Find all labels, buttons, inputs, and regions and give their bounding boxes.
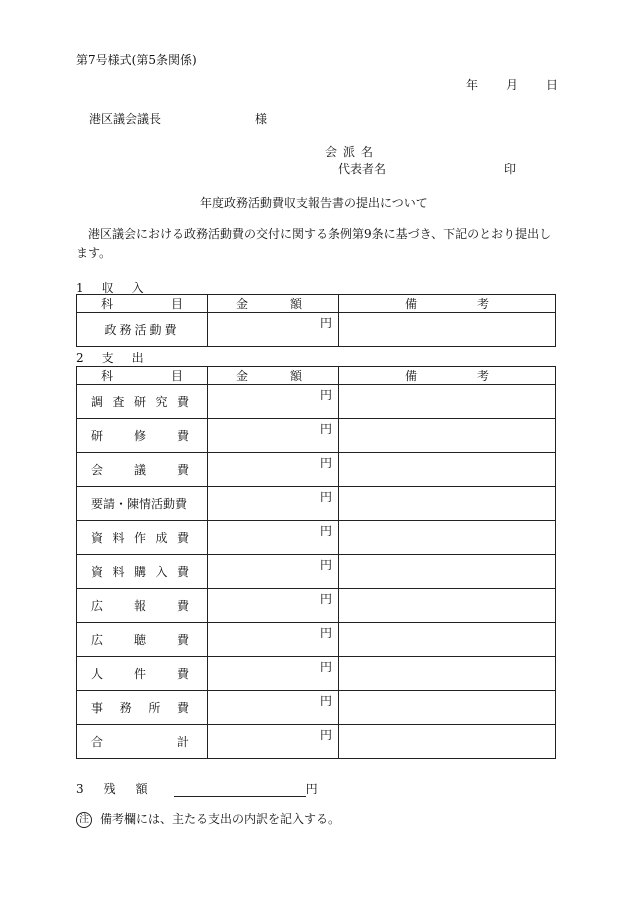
- representative-label: 代表者名: [338, 162, 387, 176]
- expense-subject: 合 計: [77, 725, 208, 759]
- table-row: [77, 313, 556, 347]
- faction-char: 会: [325, 145, 338, 159]
- section-expense-heading: [76, 349, 162, 366]
- expense-remarks[interactable]: [339, 555, 556, 589]
- expense-subject: 資 料 作 成 費: [77, 521, 208, 555]
- table-header-row: [77, 295, 556, 313]
- table-row: [77, 521, 556, 555]
- expense-subject: 要請・陳情活動費: [77, 487, 208, 521]
- section-number: 3: [76, 782, 84, 796]
- yen-mark: 円: [319, 592, 332, 606]
- table-row: [77, 419, 556, 453]
- expense-subject: 資 料 購 入 費: [77, 555, 208, 589]
- faction-char: 派: [343, 145, 356, 159]
- income-remarks[interactable]: [339, 313, 556, 347]
- expense-amount[interactable]: [208, 725, 339, 759]
- expense-subject: 調 査 研 究 費: [77, 385, 208, 419]
- expense-amount[interactable]: [208, 555, 339, 589]
- section-number: 2: [76, 351, 84, 365]
- header-subject: 科 目: [77, 367, 208, 385]
- yen-mark: 円: [319, 558, 332, 572]
- expense-remarks[interactable]: [339, 657, 556, 691]
- yen-mark: 円: [319, 660, 332, 674]
- header-amount: 金 額: [208, 295, 339, 313]
- expense-subject: 事 務 所 費: [77, 691, 208, 725]
- section-title-char: 出: [131, 351, 144, 365]
- table-row: [77, 487, 556, 521]
- expense-remarks[interactable]: [339, 691, 556, 725]
- expense-amount[interactable]: [208, 419, 339, 453]
- yen-mark: 円: [319, 626, 332, 640]
- date-month: 月: [506, 78, 519, 92]
- body-text: 港区議会における政務活動費の交付に関する条例第9条に基づき、下記のとおり提出します。: [76, 227, 552, 260]
- income-subject: 政務活動費: [77, 313, 208, 347]
- expense-subject: 広 報 費: [77, 589, 208, 623]
- income-amount[interactable]: [208, 313, 339, 347]
- expense-amount[interactable]: [208, 589, 339, 623]
- expense-subject: 人 件 費: [77, 657, 208, 691]
- expense-remarks[interactable]: [339, 725, 556, 759]
- table-row: [77, 453, 556, 487]
- yen-mark: 円: [319, 316, 332, 330]
- table-row: [77, 725, 556, 759]
- addressee-name: 港区議会議長: [89, 112, 162, 126]
- expense-remarks[interactable]: [339, 521, 556, 555]
- header-amount: 金 額: [208, 367, 339, 385]
- yen-mark: 円: [319, 422, 332, 436]
- header-remarks: 備 考: [339, 367, 556, 385]
- income-table: [76, 294, 556, 347]
- residual-label-char: 額: [135, 782, 148, 796]
- table-header-row: [77, 367, 556, 385]
- expense-subject: 研 修 費: [77, 419, 208, 453]
- expense-amount[interactable]: [208, 521, 339, 555]
- section-title-char: 収: [101, 281, 114, 295]
- yen-mark: 円: [319, 694, 332, 708]
- yen-mark: 円: [319, 524, 332, 538]
- expense-amount[interactable]: [208, 657, 339, 691]
- faction-label: [325, 143, 379, 160]
- expense-subject: 広 聴 費: [77, 623, 208, 657]
- yen-mark: 円: [319, 728, 332, 742]
- yen-mark: 円: [319, 388, 332, 402]
- date-year: 年: [466, 78, 479, 92]
- faction-char: 名: [361, 145, 374, 159]
- residual-unit: 円: [305, 782, 318, 796]
- date-day: 日: [546, 78, 559, 92]
- expense-remarks[interactable]: [339, 589, 556, 623]
- expense-amount[interactable]: [208, 453, 339, 487]
- section-title-char: 支: [101, 351, 114, 365]
- date-line: [466, 76, 558, 93]
- residual-amount-field[interactable]: [174, 784, 306, 797]
- table-row: [77, 691, 556, 725]
- addressee-honorific: 様: [255, 112, 268, 126]
- table-row: [77, 385, 556, 419]
- note-mark: 注: [76, 812, 92, 828]
- section-number: 1: [76, 281, 84, 295]
- note: [76, 810, 340, 828]
- document-title: 年度政務活動費収支報告書の提出について: [200, 196, 428, 210]
- expense-remarks[interactable]: [339, 487, 556, 521]
- expense-subject: 会 議 費: [77, 453, 208, 487]
- header-remarks: 備 考: [339, 295, 556, 313]
- form-number: 第7号様式(第5条関係): [76, 53, 197, 67]
- note-text: 備考欄には、主たる支出の内訳を記入する。: [100, 812, 341, 826]
- yen-mark: 円: [319, 490, 332, 504]
- seal-label: 印: [504, 162, 517, 176]
- table-row: [77, 589, 556, 623]
- expense-remarks[interactable]: [339, 623, 556, 657]
- table-row: [77, 555, 556, 589]
- expense-table: [76, 366, 556, 759]
- expense-remarks[interactable]: [339, 385, 556, 419]
- residual-line: [76, 780, 318, 797]
- expense-amount[interactable]: [208, 623, 339, 657]
- table-row: [77, 623, 556, 657]
- expense-remarks[interactable]: [339, 419, 556, 453]
- expense-amount[interactable]: [208, 691, 339, 725]
- expense-amount[interactable]: [208, 487, 339, 521]
- section-title-char: 入: [131, 281, 144, 295]
- expense-amount[interactable]: [208, 385, 339, 419]
- table-row: [77, 657, 556, 691]
- residual-label-char: 残: [103, 782, 116, 796]
- addressee: [89, 110, 267, 127]
- header-subject: 科 目: [77, 295, 208, 313]
- yen-mark: 円: [319, 456, 332, 470]
- expense-remarks[interactable]: [339, 453, 556, 487]
